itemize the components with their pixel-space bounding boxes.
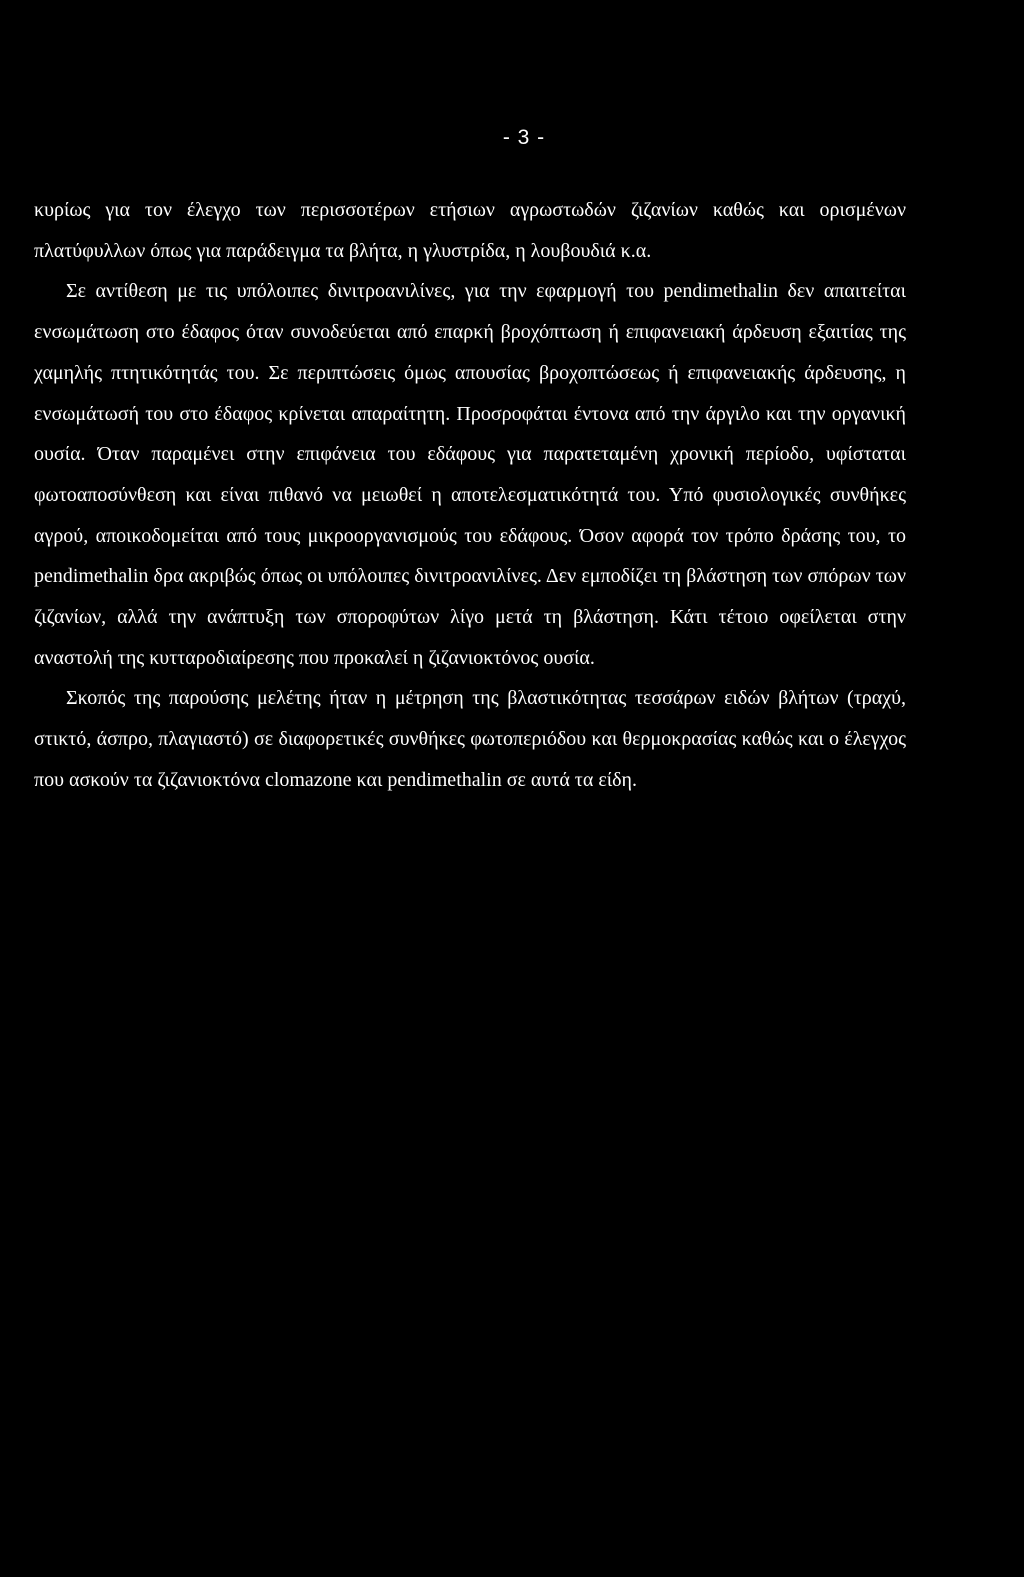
paragraph-study-aim: Σκοπός της παρούσης μελέτης ήταν η μέτρηση της βλαστικότητας τεσσάρων ειδών βλήτων (τραχύ, στικτό, άσπρο, πλαγιαστό) σε διαφορετικές συνθήκες φωτοπεριόδου και θερμοκρασίας καθώς και ο έλεγχος που ασκούν τα ζιζανιοκτόνα clomazone και pendimethalin σε αυτά τα είδη.	[34, 687, 906, 791]
page-number: - 3 -	[502, 126, 546, 149]
paragraph-pendimethalin: Σε αντίθεση με τις υπόλοιπες δινιτροανιλίνες, για την εφαρμογή του pendimethalin δεν απαιτείται ενσωμάτωση στο έδαφος όταν συνοδεύεται από επαρκή βροχόπτωση ή επιφανειακή άρδευση εξαιτίας της χαμηλής πτητικότητάς του. Σε περιπτώσεις όμως απουσίας βροχοπτώσεως ή επιφανειακής άρδευσης, η ενσωμάτωσή του στο έδαφος κρίνεται απαραίτητη. Προσροφάται έντονα από την άργιλο και την οργανική ουσία. Όταν παραμένει στην επιφάνεια του εδάφους για παρατεταμένη χρονική περίοδο, υφίσταται φωτοαποσύνθεση και είναι πιθανό να μειωθεί η αποτελεσματικότητά του. Υπό φυσιολογικές συνθήκες αγρού, αποικοδομείται από τους μικροοργανισμούς του εδάφους. Όσον αφορά τον τρόπο δράσης του, το pendimethalin δρα ακριβώς όπως οι υπόλοιπες δινιτροανιλίνες. Δεν εμποδίζει τη βλάστηση των σπόρων των ζιζανίων, αλλά την ανάπτυξη των σποροφύτων λίγο μετά τη βλάστηση. Κάτι τέτοιο οφείλεται στην αναστολή της κυτταροδιαίρεσης που προκαλεί η ζιζανιοκτόνος ουσία.	[34, 280, 906, 669]
paragraph-continuation: κυρίως για τον έλεγχο των περισσοτέρων ετήσιων αγρωστωδών ζιζανίων καθώς και ορισμένων πλατύφυλλων όπως για παράδειγμα τα βλήτα, η γλυστρίδα, η λουβουδιά κ.α.	[34, 199, 906, 262]
body-text	[34, 190, 906, 801]
